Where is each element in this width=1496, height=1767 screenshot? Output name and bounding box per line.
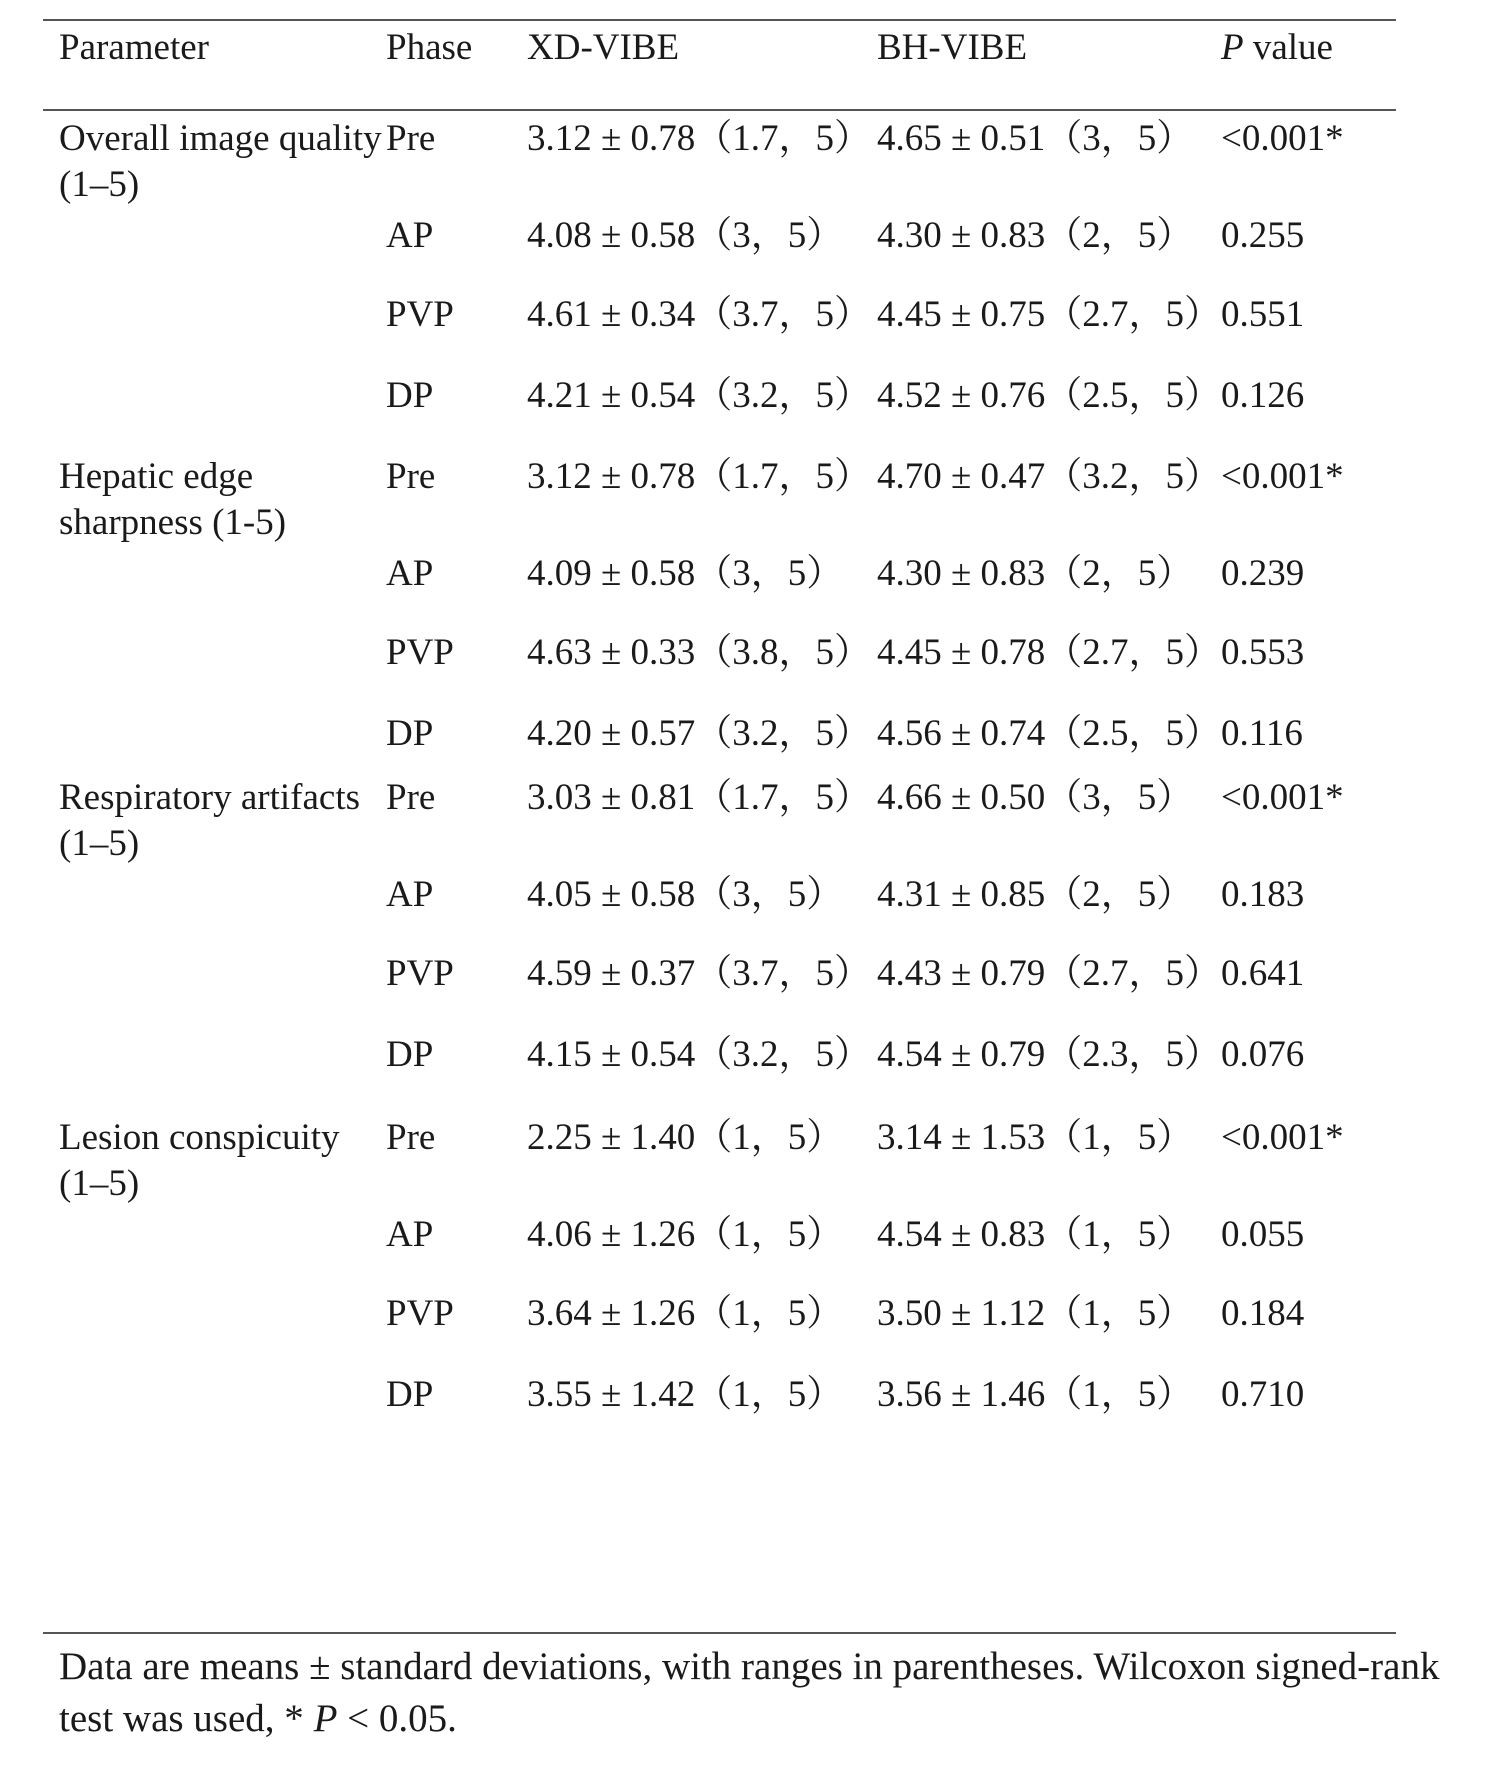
bh-vibe-cell: 4.54 ± 0.83（1，5） (877, 1214, 1194, 1255)
p-value-cell: 0.116 (1221, 713, 1303, 754)
xd-vibe-cell: 3.12 ± 0.78（1.7，5） (527, 456, 872, 497)
phase-cell: Pre (386, 456, 436, 497)
phase-cell: DP (386, 713, 434, 754)
bh-vibe-cell: 4.45 ± 0.75（2.7，5） (877, 294, 1222, 335)
footnote-text: Data are means ± standard deviations, with ranges in parentheses. Wilcoxon signed-rank test was used, * (59, 1645, 1440, 1740)
p-value-cell: 0.551 (1221, 294, 1305, 335)
p-value-cell: 0.239 (1221, 553, 1305, 594)
p-value-cell: 0.183 (1221, 874, 1305, 915)
xd-vibe-cell: 3.12 ± 0.78（1.7，5） (527, 118, 872, 159)
p-value-cell: 0.255 (1221, 215, 1305, 256)
bh-vibe-cell: 3.56 ± 1.46（1，5） (877, 1374, 1194, 1415)
header-phase: Phase (386, 27, 473, 68)
group-label: Lesion conspicuity (1–5) (59, 1117, 340, 1204)
xd-vibe-cell: 3.55 ± 1.42（1，5） (527, 1374, 844, 1415)
xd-vibe-cell: 4.05 ± 0.58（3，5） (527, 874, 844, 915)
phase-cell: Pre (386, 777, 436, 818)
bh-vibe-cell: 4.65 ± 0.51（3，5） (877, 118, 1194, 159)
phase-cell: Pre (386, 118, 436, 159)
header-p-word: value (1243, 27, 1333, 68)
header-p-symbol: P (1221, 27, 1244, 68)
xd-vibe-cell: 4.59 ± 0.37（3.7，5） (527, 953, 872, 994)
phase-cell: AP (386, 215, 434, 256)
bh-vibe-cell: 4.52 ± 0.76（2.5，5） (877, 375, 1222, 416)
footnote-threshold: < 0.05. (337, 1697, 457, 1740)
top-rule (43, 19, 1396, 21)
phase-cell: AP (386, 1214, 434, 1255)
header-xd-vibe: XD-VIBE (527, 27, 680, 68)
group-label: Hepatic edge sharpness (1-5) (59, 456, 287, 543)
xd-vibe-cell: 4.06 ± 1.26（1，5） (527, 1214, 844, 1255)
p-value-cell: 0.553 (1221, 632, 1305, 673)
header-rule (43, 109, 1396, 111)
phase-cell: PVP (386, 632, 454, 673)
table-footnote (59, 1641, 1479, 1745)
phase-cell: AP (386, 874, 434, 915)
p-value-cell: <0.001* (1221, 1117, 1344, 1158)
p-value-cell: 0.710 (1221, 1374, 1305, 1415)
phase-cell: AP (386, 553, 434, 594)
footnote-p-symbol: P (313, 1697, 338, 1740)
phase-cell: DP (386, 375, 434, 416)
bh-vibe-cell: 4.30 ± 0.83（2，5） (877, 215, 1194, 256)
phase-cell: PVP (386, 953, 454, 994)
header-bh-vibe: BH-VIBE (877, 27, 1028, 68)
bh-vibe-cell: 4.54 ± 0.79（2.3，5） (877, 1034, 1222, 1075)
bh-vibe-cell: 4.31 ± 0.85（2，5） (877, 874, 1194, 915)
xd-vibe-cell: 4.09 ± 0.58（3，5） (527, 553, 844, 594)
bh-vibe-cell: 4.56 ± 0.74（2.5，5） (877, 713, 1222, 754)
p-value-cell: <0.001* (1221, 456, 1344, 497)
xd-vibe-cell: 4.21 ± 0.54（3.2，5） (527, 375, 872, 416)
xd-vibe-cell: 3.03 ± 0.81（1.7，5） (527, 777, 872, 818)
bh-vibe-cell: 4.70 ± 0.47（3.2，5） (877, 456, 1222, 497)
xd-vibe-cell: 4.20 ± 0.57（3.2，5） (527, 713, 872, 754)
p-value-cell: <0.001* (1221, 777, 1344, 818)
header-parameter: Parameter (59, 27, 209, 68)
xd-vibe-cell: 4.63 ± 0.33（3.8，5） (527, 632, 872, 673)
xd-vibe-cell: 4.08 ± 0.58（3，5） (527, 215, 844, 256)
bh-vibe-cell: 4.43 ± 0.79（2.7，5） (877, 953, 1222, 994)
phase-cell: DP (386, 1034, 434, 1075)
group-label: Respiratory artifacts (1–5) (59, 777, 361, 864)
xd-vibe-cell: 4.15 ± 0.54（3.2，5） (527, 1034, 872, 1075)
p-value-cell: <0.001* (1221, 118, 1344, 159)
phase-cell: DP (386, 1374, 434, 1415)
xd-vibe-cell: 4.61 ± 0.34（3.7，5） (527, 294, 872, 335)
bh-vibe-cell: 4.45 ± 0.78（2.7，5） (877, 632, 1222, 673)
header-p-value (1221, 25, 1333, 71)
p-value-cell: 0.641 (1221, 953, 1305, 994)
xd-vibe-cell: 3.64 ± 1.26（1，5） (527, 1293, 844, 1334)
phase-cell: Pre (386, 1117, 436, 1158)
bh-vibe-cell: 3.50 ± 1.12（1，5） (877, 1293, 1194, 1334)
bottom-rule (43, 1632, 1396, 1634)
bh-vibe-cell: 4.66 ± 0.50（3，5） (877, 777, 1194, 818)
p-value-cell: 0.126 (1221, 375, 1305, 416)
phase-cell: PVP (386, 1293, 454, 1334)
phase-cell: PVP (386, 294, 454, 335)
p-value-cell: 0.055 (1221, 1214, 1305, 1255)
bh-vibe-cell: 3.14 ± 1.53（1，5） (877, 1117, 1194, 1158)
p-value-cell: 0.076 (1221, 1034, 1305, 1075)
xd-vibe-cell: 2.25 ± 1.40（1，5） (527, 1117, 844, 1158)
group-label: Overall image quality (1–5) (59, 118, 382, 205)
bh-vibe-cell: 4.30 ± 0.83（2，5） (877, 553, 1194, 594)
p-value-cell: 0.184 (1221, 1293, 1305, 1334)
